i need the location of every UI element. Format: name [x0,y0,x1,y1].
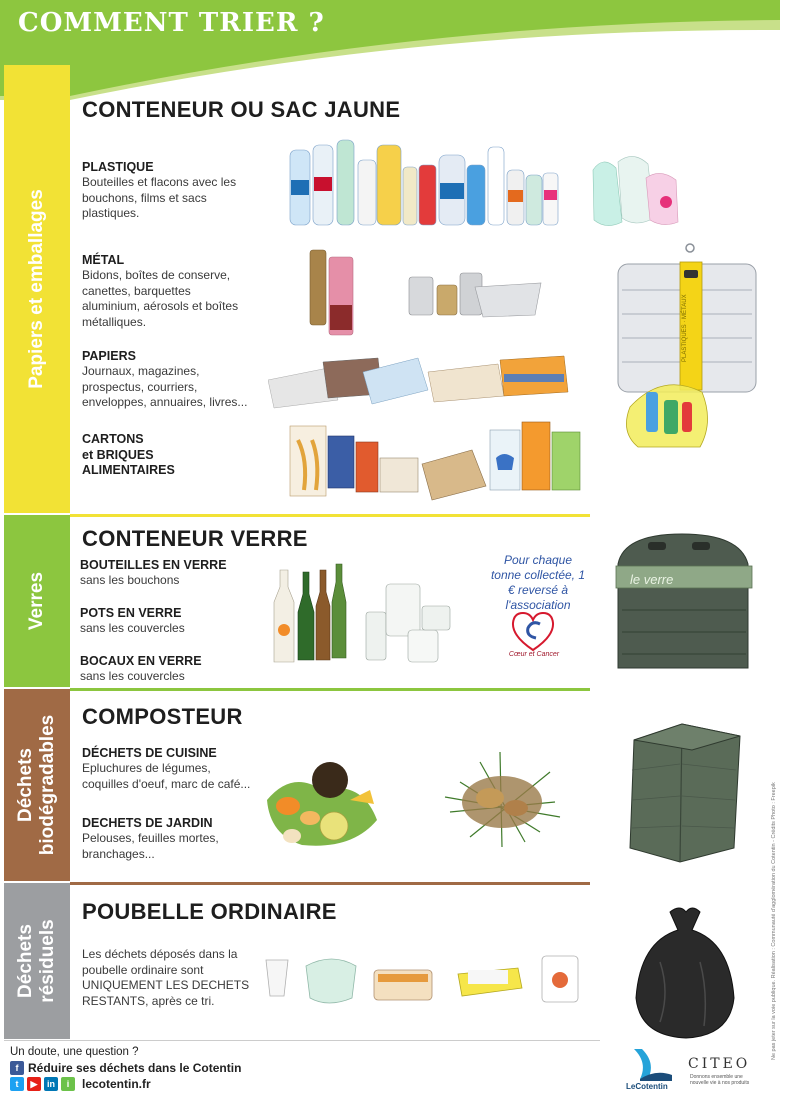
band-residuels [4,883,70,1039]
heart-logo-icon [510,610,556,652]
linkedin-icon[interactable]: in [44,1077,58,1091]
item-desc-bouteilles: sans les bouchons [80,573,180,587]
facebook-label: Réduire ses déchets dans le Cotentin [28,1061,242,1075]
band-label: Verres [26,571,48,631]
item-title-plastique: PLASTIQUE [82,160,154,174]
footer-social-links [10,1077,151,1091]
item-title-bouteilles: BOUTEILLES EN VERRE [80,558,227,572]
association-text: Pour chaque tonne collectée, 1 € reversé à l'association [490,553,586,612]
band-label: Déchets résiduels [15,919,58,1003]
lecotentin-brand: LeCotentin [626,1082,668,1091]
papers-illustration [268,350,573,410]
divider [70,514,590,517]
section-title-ordinaire: POUBELLE ORDINAIRE [82,899,337,924]
item-desc-cuisine: Epluchures de légumes, coquilles d'oeuf, marc de café... [82,761,251,791]
band-label: Papiers et emballages [26,189,48,389]
item-title-cartons: CARTONS et BRIQUES ALIMENTAIRES [82,432,175,478]
footer-facebook-link[interactable] [10,1061,241,1075]
metal-cans-illustration [305,245,550,337]
footer-question: Un doute, une question ? [10,1046,139,1058]
band-biodegradables [4,689,70,881]
garden-waste-illustration [440,742,565,852]
section-title-compost: COMPOSTEUR [82,704,243,729]
website-link[interactable]: lecotentin.fr [82,1077,151,1091]
item-desc-bocaux: sans les couvercles [80,669,185,683]
item-desc-jardin: Pelouses, feuilles mortes, branchages... [82,831,219,861]
citeo-tagline: Donnons ensemble une nouvelle vie à nos produits [690,1074,750,1086]
item-desc-pots: sans les couvercles [80,621,185,635]
divider [70,882,590,885]
composter-illustration [620,720,750,865]
divider [70,688,590,691]
page-title: COMMENT TRIER ? [18,8,325,38]
item-title-jardin: DECHETS DE JARDIN [82,816,213,830]
black-bag-illustration [630,902,740,1042]
item-desc-metal: Bidons, boîtes de conserve, canettes, barquettes aluminium, aérosols et boîtes métalliques. [82,268,239,329]
plastic-bags-illustration [588,150,688,230]
item-desc-plastique: Bouteilles et flacons avec les bouchons, films et sacs plastiques. [82,175,237,221]
item-title-bocaux: BOCAUX EN VERRE [80,654,202,668]
facebook-icon: f [10,1061,24,1075]
credits-vertical: Ne pas jeter sur la voie publique. Réalisation : Communauté d'agglomération du Cotentin - Crédits Photo : Freepik [771,782,777,1060]
item-title-cuisine: DÉCHETS DE CUISINE [82,746,217,760]
lecotentin-logo-icon [626,1045,676,1083]
app-icon[interactable]: i [61,1077,75,1091]
band-papiers-emballages [4,65,70,513]
citeo-logo: CITEO [688,1056,751,1072]
glass-container-label: le verre [630,572,674,587]
cartons-illustration [286,420,586,502]
yellow-container-label: PLASTIQUES · MÉTAUX [682,294,688,362]
item-desc-ordinaire: Les déchets déposés dans la poubelle ordinaire sont UNIQUEMENT LES DECHETS RESTANTS, après ce tri. [82,947,250,1008]
glass-bottles-illustration [268,562,458,670]
glass-container-illustration [612,528,757,678]
association-logo-text: Cœur et Cancer [508,651,560,658]
band-verres [4,515,70,687]
kitchen-waste-illustration [262,740,382,855]
item-title-papiers: PAPIERS [82,349,136,363]
item-desc-papiers: Journaux, magazines, prospectus, courriers, enveloppes, annuaires, livres... [82,364,248,410]
band-label: Déchets biodégradables [15,714,58,856]
item-title-pots: POTS EN VERRE [80,606,182,620]
divider [4,1040,600,1041]
section-title-jaune: CONTENEUR OU SAC JAUNE [82,97,401,122]
header-banner [0,0,780,100]
twitter-icon[interactable]: t [10,1077,24,1091]
plastic-bottles-illustration [285,135,570,230]
item-title-metal: MÉTAL [82,253,125,267]
section-title-verre: CONTENEUR VERRE [82,526,308,551]
residual-waste-illustration [262,950,582,1010]
youtube-icon[interactable]: ▶ [27,1077,41,1091]
